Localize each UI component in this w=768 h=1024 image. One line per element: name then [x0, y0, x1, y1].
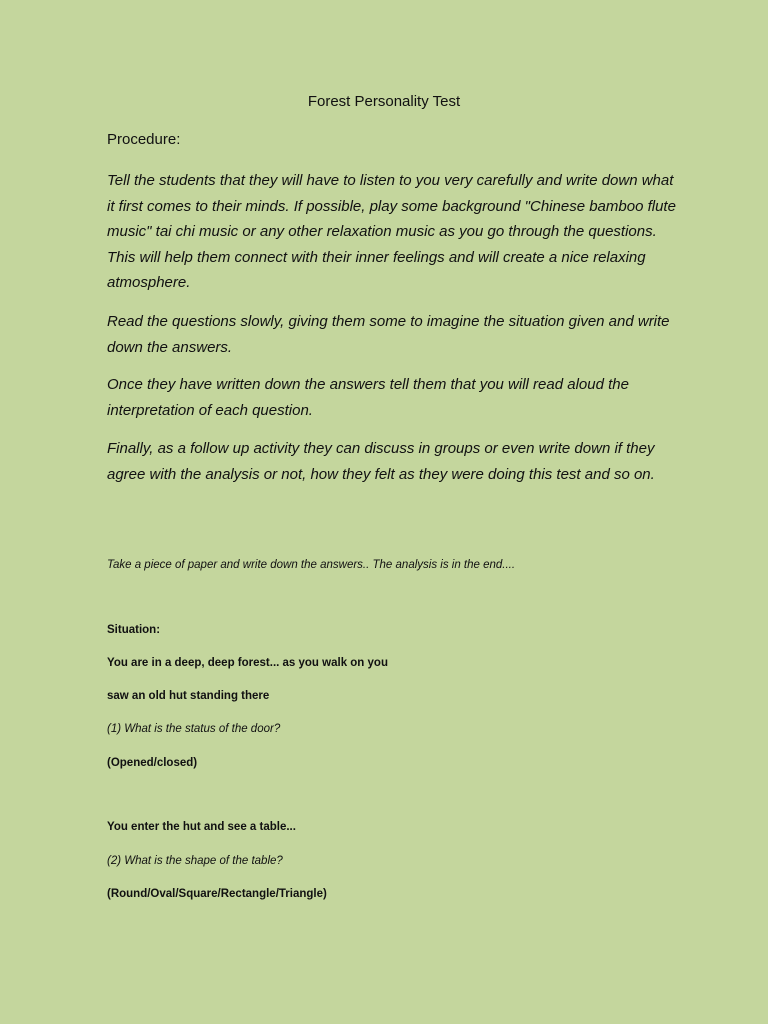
instruction-note: Take a piece of paper and write down the answers.. The analysis is in the end....: [107, 559, 516, 571]
question-table: (2) What is the shape of the table?: [107, 855, 283, 867]
procedure-paragraph: Finally, as a follow up activity they can discuss in groups or even write down if they agree with the analysis or not, how they felt as they were doing this test and so on.: [107, 440, 655, 483]
situation-line: You enter the hut and see a table...: [107, 821, 296, 833]
procedure-paragraph: Once they have written down the answers tell them that you will read aloud the interpretation of each question.: [107, 376, 629, 419]
question-door: (1) What is the status of the door?: [107, 723, 281, 735]
situation-line: You are in a deep, deep forest... as you walk on you: [107, 657, 388, 669]
page-title: Forest Personality Test: [307, 93, 461, 110]
answer-options-table: (Round/Oval/Square/Rectangle/Triangle): [107, 888, 327, 900]
procedure-heading: Procedure:: [107, 131, 181, 148]
situation-line: saw an old hut standing there: [107, 690, 270, 702]
procedure-paragraph: Tell the students that they will have to listen to you very carefully and write down what it first comes to their minds. If possible, play some background "Chinese bamboo flute music" tai chi music or any other relaxation music as you go through the questions. This will help them connect with their inner feelings and will create a nice relaxing atmosphere.: [107, 172, 676, 291]
answer-options-door: (Opened/closed): [107, 757, 198, 769]
situation-label: Situation:: [107, 624, 161, 636]
procedure-paragraph: Read the questions slowly, giving them some to imagine the situation given and write down the answers.: [107, 313, 670, 356]
